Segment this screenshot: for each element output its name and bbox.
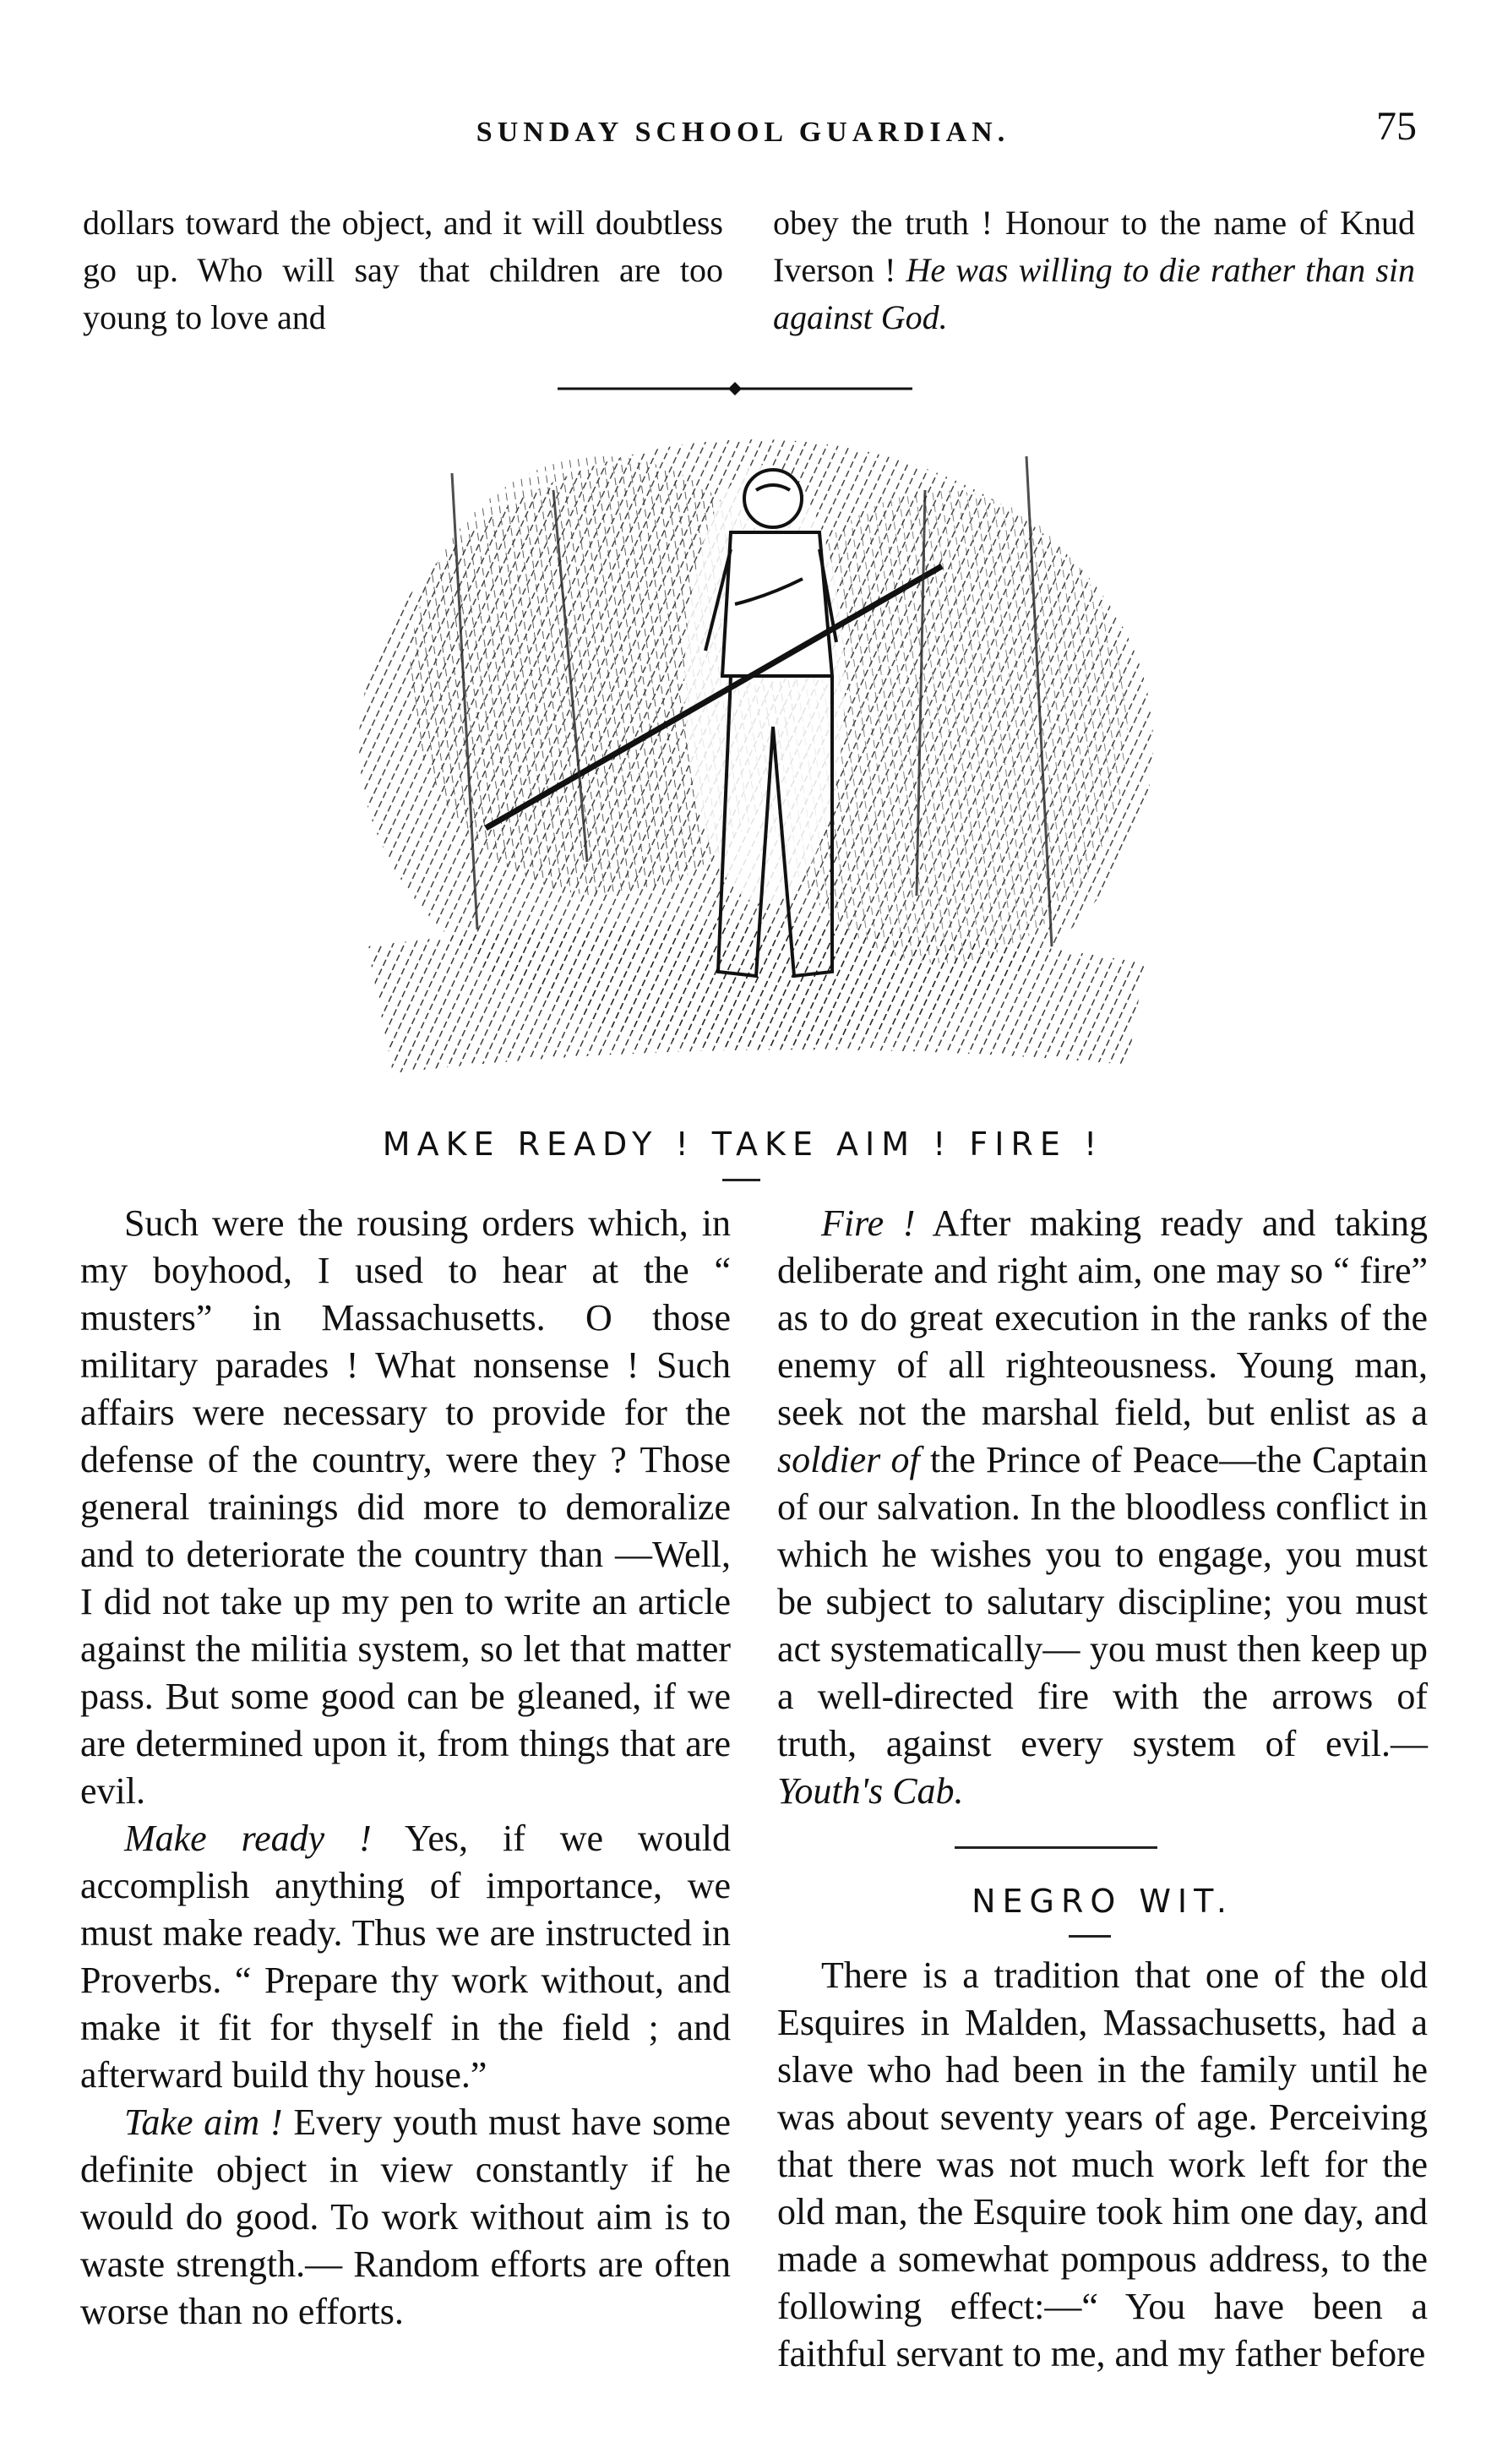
continued-text-left [83,199,723,341]
title-rule [722,1179,760,1181]
article-title: MAKE READY ! TAKE AIM ! FIRE ! [382,1126,1104,1163]
title-rule-2 [1069,1935,1111,1938]
fire-text-a: After making ready and taking deliberate and right aim, one may so “ fire” as to do great execution in the ranks of the enemy of all righteousness. Young man, seek not the marshal field, but enlist as a [777,1202,1428,1433]
ornamental-rule [558,380,912,397]
section-divider [955,1846,1157,1849]
running-header: SUNDAY SCHOOL GUARDIAN. [476,117,1010,148]
continued-italic-sentence: He was willing to die rather than sin against God. [773,251,1416,336]
paragraph-negro-wit: There is a tradition that one of the old Esquires in Malden, Massachusetts, had a slave who had been in the family until he was about seventy years of age. Perceiving that there was not much work left for the old man, the Esquire took him one day, and made a somewhat pompous address, to the following effect:—“ You have been a faithful servant to me, and my father before [777,1954,1428,2374]
continued-sentence: obey the truth ! Honour to the name of Knud Iverson ! [773,204,1415,289]
paragraph-fire [777,1200,1428,1815]
continued-text-right [773,199,1415,341]
fire-text-b: the Prince of Peace—the Captain of our salvation. In the bloodless conflict in which he wishes you to engage, you must be subject to salutary discipline; you must act systematically— you must then keep up a well-directed fire with the arrows of truth, against every system of evil.— [777,1439,1429,1764]
fire-emphasis: soldier of [777,1439,920,1480]
article-negro-wit-body [777,1952,1428,2378]
continued-paragraph-left: dollars toward the object, and it will doubtless go up. Who will say that children are too young to love and [83,204,723,336]
make-ready-lead: Make ready ! [124,1818,372,1859]
article-title-negro-wit: NEGRO WIT. [972,1883,1233,1920]
continued-paragraph-right [773,199,1415,341]
make-ready-text: Yes, if we would accomplish anything of importance, we must make ready. Thus we are instructed in Proverbs. “ Prepare thy work without, and make it fit for thyself in the field ; and afterward build thy house.” [80,1818,731,2096]
take-aim-lead: Take aim ! [124,2101,283,2143]
take-aim-text: Every youth must have some definite object in view constantly if he would do good. To work without aim is to waste strength.— Random efforts are often worse than no efforts. [80,2101,731,2332]
source-citation: Youth's Cab. [777,1770,964,1812]
article-right-column [777,1200,1428,1815]
paragraph-make-ready [80,1815,731,2099]
article-left-column [80,1200,731,2336]
paragraph-intro: Such were the rousing orders which, in my boyhood, I used to hear at the “ musters” in Massachusetts. O those military parades ! What nonsense ! Such affairs were necessary to provide for the defense of the country, were they ? Those general trainings did more to demoralize and to deteriorate the country than —Well, I did not take up my pen to write an article against the militia system, so let that matter pass. But some good can be gleaned, if we are determined upon it, from things that are evil. [80,1202,731,1812]
paragraph-take-aim [80,2099,731,2336]
page-number: 75 [1376,104,1417,149]
woodcut-illustration-hunter [334,422,1178,1115]
fire-lead: Fire ! [821,1202,916,1244]
